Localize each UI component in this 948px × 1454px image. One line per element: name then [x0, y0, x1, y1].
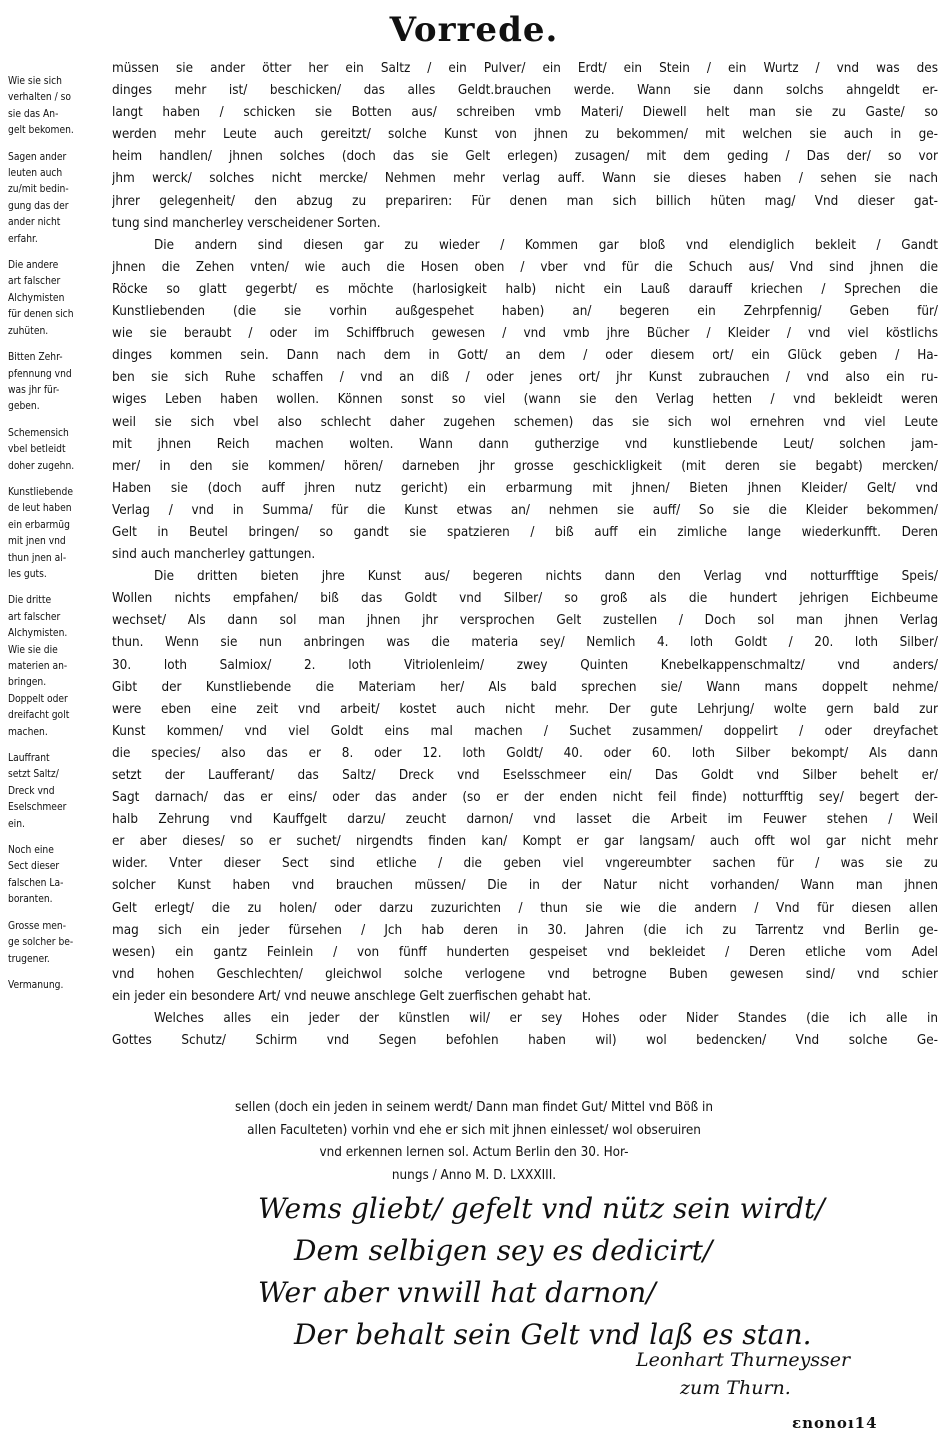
body-line: jhnen die Zehen vnten/ wie auch die Hosen oben / vber vnd für die Schuch aus/ Vnd sind jhnen die	[112, 259, 938, 275]
body-line: die species/ also das er 8. oder 12. loth Goldt/ 40. oder 60. loth Silber bekompt/ Als dann	[112, 745, 938, 761]
closing-line: nungs / Anno M. D. LXXXIII.	[391, 1167, 557, 1183]
body-line: solcher Kunst haben vnd brauchen müssen/ Die in der Natur nicht vorhanden/ Wann man jhnen	[112, 878, 938, 894]
body-line: jhm werck/ solches nicht mercke/ Nehmen mehr verlag auff. Wann sie dieses haben / sehen sie nach	[112, 171, 938, 187]
body-line: mit jhnen Reich machen wolten. Wann dann gutherzige vnd kunstliebende Leut/ solchen jam-	[112, 436, 938, 452]
body-line: langt haben / schicken sie Botten aus/ schreiben vmb Materi/ Diewell helt man sie zu Gaste/ so	[112, 105, 938, 121]
body-line: tung sind mancherley verscheidener Sorten.	[112, 215, 381, 231]
verse-line: Wems gliebt/ gefelt vnd nütz sein wirdt/	[258, 1192, 825, 1225]
body-line: heim handlen/ jhnen solches (doch das sie Gelt erlegen) zusagen/ mit dem geding / Das der/ so vor	[112, 149, 938, 165]
body-line: sind auch mancherley gattungen.	[112, 547, 316, 563]
body-line: dinges mehr ist/ beschicken/ das alles Geldt.brauchen werde. Wann sie dann solchs ahngeldt er-	[112, 83, 938, 99]
margin-note: Vermanung.	[8, 979, 64, 991]
body-line: ein jeder ein besondere Art/ vnd neuwe anschlege Gelt zuerfischen gehabt hat.	[112, 988, 592, 1004]
body-line: jhrer gelegenheit/ den abzug zu prepariren: Für denen man sich billich hüten mag/ Vnd dieser gat-	[112, 193, 938, 209]
body-line: Wollen nichts empfahen/ biß das Goldt vnd Silber/ so groß als die hundert jehrigen Eichbeume	[112, 591, 938, 607]
margin-note: Bitten Zehr- pfennung vnd was jhr für- geben.	[8, 352, 72, 413]
body-line: Gelt in Beutel bringen/ so gandt sie spatzieren / biß auff ein zimliche lange wiederkunfft. Deren	[112, 524, 938, 540]
body-line: halb Zehrung vnd Kauffgelt darzu/ zeucht darnon/ vnd lasset die Arbeit im Feuwer stehen / Weil	[112, 812, 938, 828]
dedication-verse	[258, 1188, 898, 1356]
body-line: dinges kommen sein. Dann nach dem in Gott/ an dem / oder diesem ort/ ein Glück geben / Ha-	[112, 348, 938, 364]
body-line: werden mehr Leute auch gereitzt/ solche Kunst von jhnen zu bekommen/ mit welchen sie auch in ge-	[112, 127, 938, 143]
margin-note: Wie sie sich verhalten / so sie das An- gelt bekomen.	[8, 76, 74, 137]
body-line: Kunst kommen/ vnd viel Goldt eins mal machen / Suchet zusammen/ doppelirt / oder dreyfachet	[112, 723, 938, 739]
body-line: Gibt der Kunstliebende die Materiam her/ Als bald sprechen sie/ Wann mans doppelt nehme/	[112, 679, 938, 695]
body-line: ben sie sich Ruhe schaffen / vnd an diß / oder jenes ort/ jhr Kunst zubrauchen / vnd also ein ru-	[112, 370, 938, 386]
closing-line: allen Faculteten) vorhin vnd ehe er sich mit jhnen einlesset/ wol obseruiren	[247, 1122, 701, 1138]
body-line: mer/ in den sie kommen/ hören/ darneben jhr grosse geschickligkeit (mit deren sie begabt) mercken/	[112, 458, 938, 474]
body-line: er aber dieses/ so er suchet/ nirgendts finden kan/ Kompt er gar langsam/ auch offt wol gar nicht mehr	[112, 834, 938, 850]
margin-note: Sagen ander leuten auch zu/mit bedin- gung das der ander nicht erfahr.	[8, 151, 69, 245]
body-line: wie sie beraubt / oder im Schiffbruch gewesen / vnd vmb jhre Bücher / Kleider / vnd viel köstlichs	[112, 326, 938, 342]
body-line: vnd hohen Geschlechten/ gleichwol solche verlogene vnd betrogne Buben gewesen sind/ vnd schier	[112, 966, 938, 982]
body-line: müssen sie ander ötter her ein Saltz / ein Pulver/ ein Erdt/ ein Stein / ein Wurtz / vnd was des	[112, 61, 938, 76]
signature	[636, 1346, 886, 1402]
body-line: wider. Vnter dieser Sect sind etliche / die geben viel vngereumbter sachen für / was sie zu	[112, 856, 938, 872]
margin-note: Kunstliebende de leut haben ein erbarmūg mit jnen vnd thun jnen al- les guts.	[8, 486, 73, 580]
body-text	[112, 58, 938, 1052]
margin-note: Die dritte art falscher Alchymisten. Wie sie die materien an- bringen. Doppelt oder dreifacht golt machen.	[8, 595, 70, 738]
body-line: wesen) ein gantz Feinlein / von fünff hunderten gespeiset vnd bekleidet / Deren etliche vom Adel	[112, 944, 938, 960]
body-line: setzt der Laufferant/ das Saltz/ Dreck vnd Eselsschmeer ein/ Das Goldt vnd Silber behelt er/	[112, 768, 938, 783]
body-line: Gelt erlegt/ die zu holen/ oder darzu zuzurichten / thun sie wie die andern / Vnd für diesen allen	[112, 900, 938, 916]
margin-note: Grosse men- ge solcher be- trugener.	[8, 920, 74, 965]
body-line: Gottes Schutz/ Schirm vnd Segen befohlen haben wil) wol bedencken/ Vnd solche Ge-	[112, 1033, 938, 1049]
page-title: Vorrede.	[389, 10, 559, 50]
body-line: wechset/ Als dann sol man jhnen jhr versprochen Gelt zustellen / Doch sol man jhnen Verlag	[112, 613, 938, 629]
margin-note: Die andere art falscher Alchymisten für denen sich zuhüten.	[8, 260, 74, 337]
body-line: Die dritten bieten jhre Kunst aus/ begeren nichts dann den Verlag vnd notturfftige Speis/	[154, 569, 938, 585]
body-line: Sagt darnach/ das er eins/ oder das ander (so er der enden nicht feil finde) notturfftig sey/ begert der-	[112, 790, 938, 806]
body-line: Verlag / vnd in Summa/ für die Kunst etwas an/ nehmen sie auff/ So sie die Kleider bekommen/	[112, 502, 938, 518]
closing-line: vnd erkennen lernen sol. Actum Berlin den 30. Hor-	[319, 1145, 629, 1160]
signature-place: zum Thurn.	[680, 1377, 791, 1399]
verse-line: Dem selbigen sey es dedicirt/	[294, 1234, 713, 1267]
body-line: mag sich ein jeder fürsehen / Jch hab deren in 30. Jahren (die ich zu Tarrentz vnd Berlin ge-	[112, 922, 938, 938]
body-line: weil sie sich vbel also schlecht daher zugehen schemen) das sie sich wol ernehren vnd viel Leute	[112, 414, 938, 430]
body-line: Haben sie (doch auff jhren nutz gericht) ein erbarmung mit jhnen/ Bieten jhnen Kleider/ Gelt/ vnd	[112, 480, 938, 496]
body-line: Die andern sind diesen gar zu wieder / Kommen gar bloß vnd elendiglich bekleit / Gandt	[154, 237, 938, 253]
body-line: wiges Leben haben wollen. Können sonst so viel (wann sie den Verlag hetten / vnd bekleidt weren	[112, 392, 938, 408]
verse-line: Wer aber vnwill hat darnon/	[258, 1276, 656, 1309]
verse-line: Der behalt sein Gelt vnd laß es stan.	[294, 1318, 812, 1351]
margin-notes	[8, 74, 112, 1004]
margin-note: Lauffrant setzt Saltz/ Dreck vnd Eselschmeer ein.	[8, 753, 67, 830]
closing-paragraph	[0, 1097, 948, 1187]
signature-name: Leonhart Thurneysser	[636, 1349, 851, 1371]
margin-note: Schemensich vbel betleidt doher zugehn.	[8, 427, 75, 472]
body-line: 30. loth Salmiox/ 2. loth Vitriolenleim/ zwey Quinten Knebelkappenschmaltz/ vnd anders/	[112, 657, 938, 673]
body-line: Röcke so glatt gegerbt/ es möchte (harlosigkeit halb) nicht ein Lauß darauff kriechen / Sprechen die	[112, 281, 938, 297]
body-line: thun. Wenn sie nun anbringen was die materia sey/ Nemlich 4. loth Goldt / 20. loth Silber/	[112, 635, 938, 651]
margin-note: Noch eine Sect dieser falschen La- boranten.	[8, 845, 64, 906]
closing-line: sellen (doch ein jeden in seinem werdt/ Dann man findet Gut/ Mittel vnd Böß in	[234, 1100, 714, 1115]
body-line: were eben eine zeit vnd arbeit/ kostet auch nicht mehr. Der gute Lehrjung/ wolte gern bald zur	[112, 701, 938, 717]
catchword: ɛnonoı14	[792, 1414, 878, 1432]
body-line: Welches alles ein jeder der künstlen wil/ er sey Hohes oder Nider Standes (die ich alle in	[154, 1011, 938, 1027]
body-line: Kunstliebenden (die sie vorhin außgespehet haben) an/ begeren ein Zehrpfennig/ Geben für/	[112, 304, 938, 320]
